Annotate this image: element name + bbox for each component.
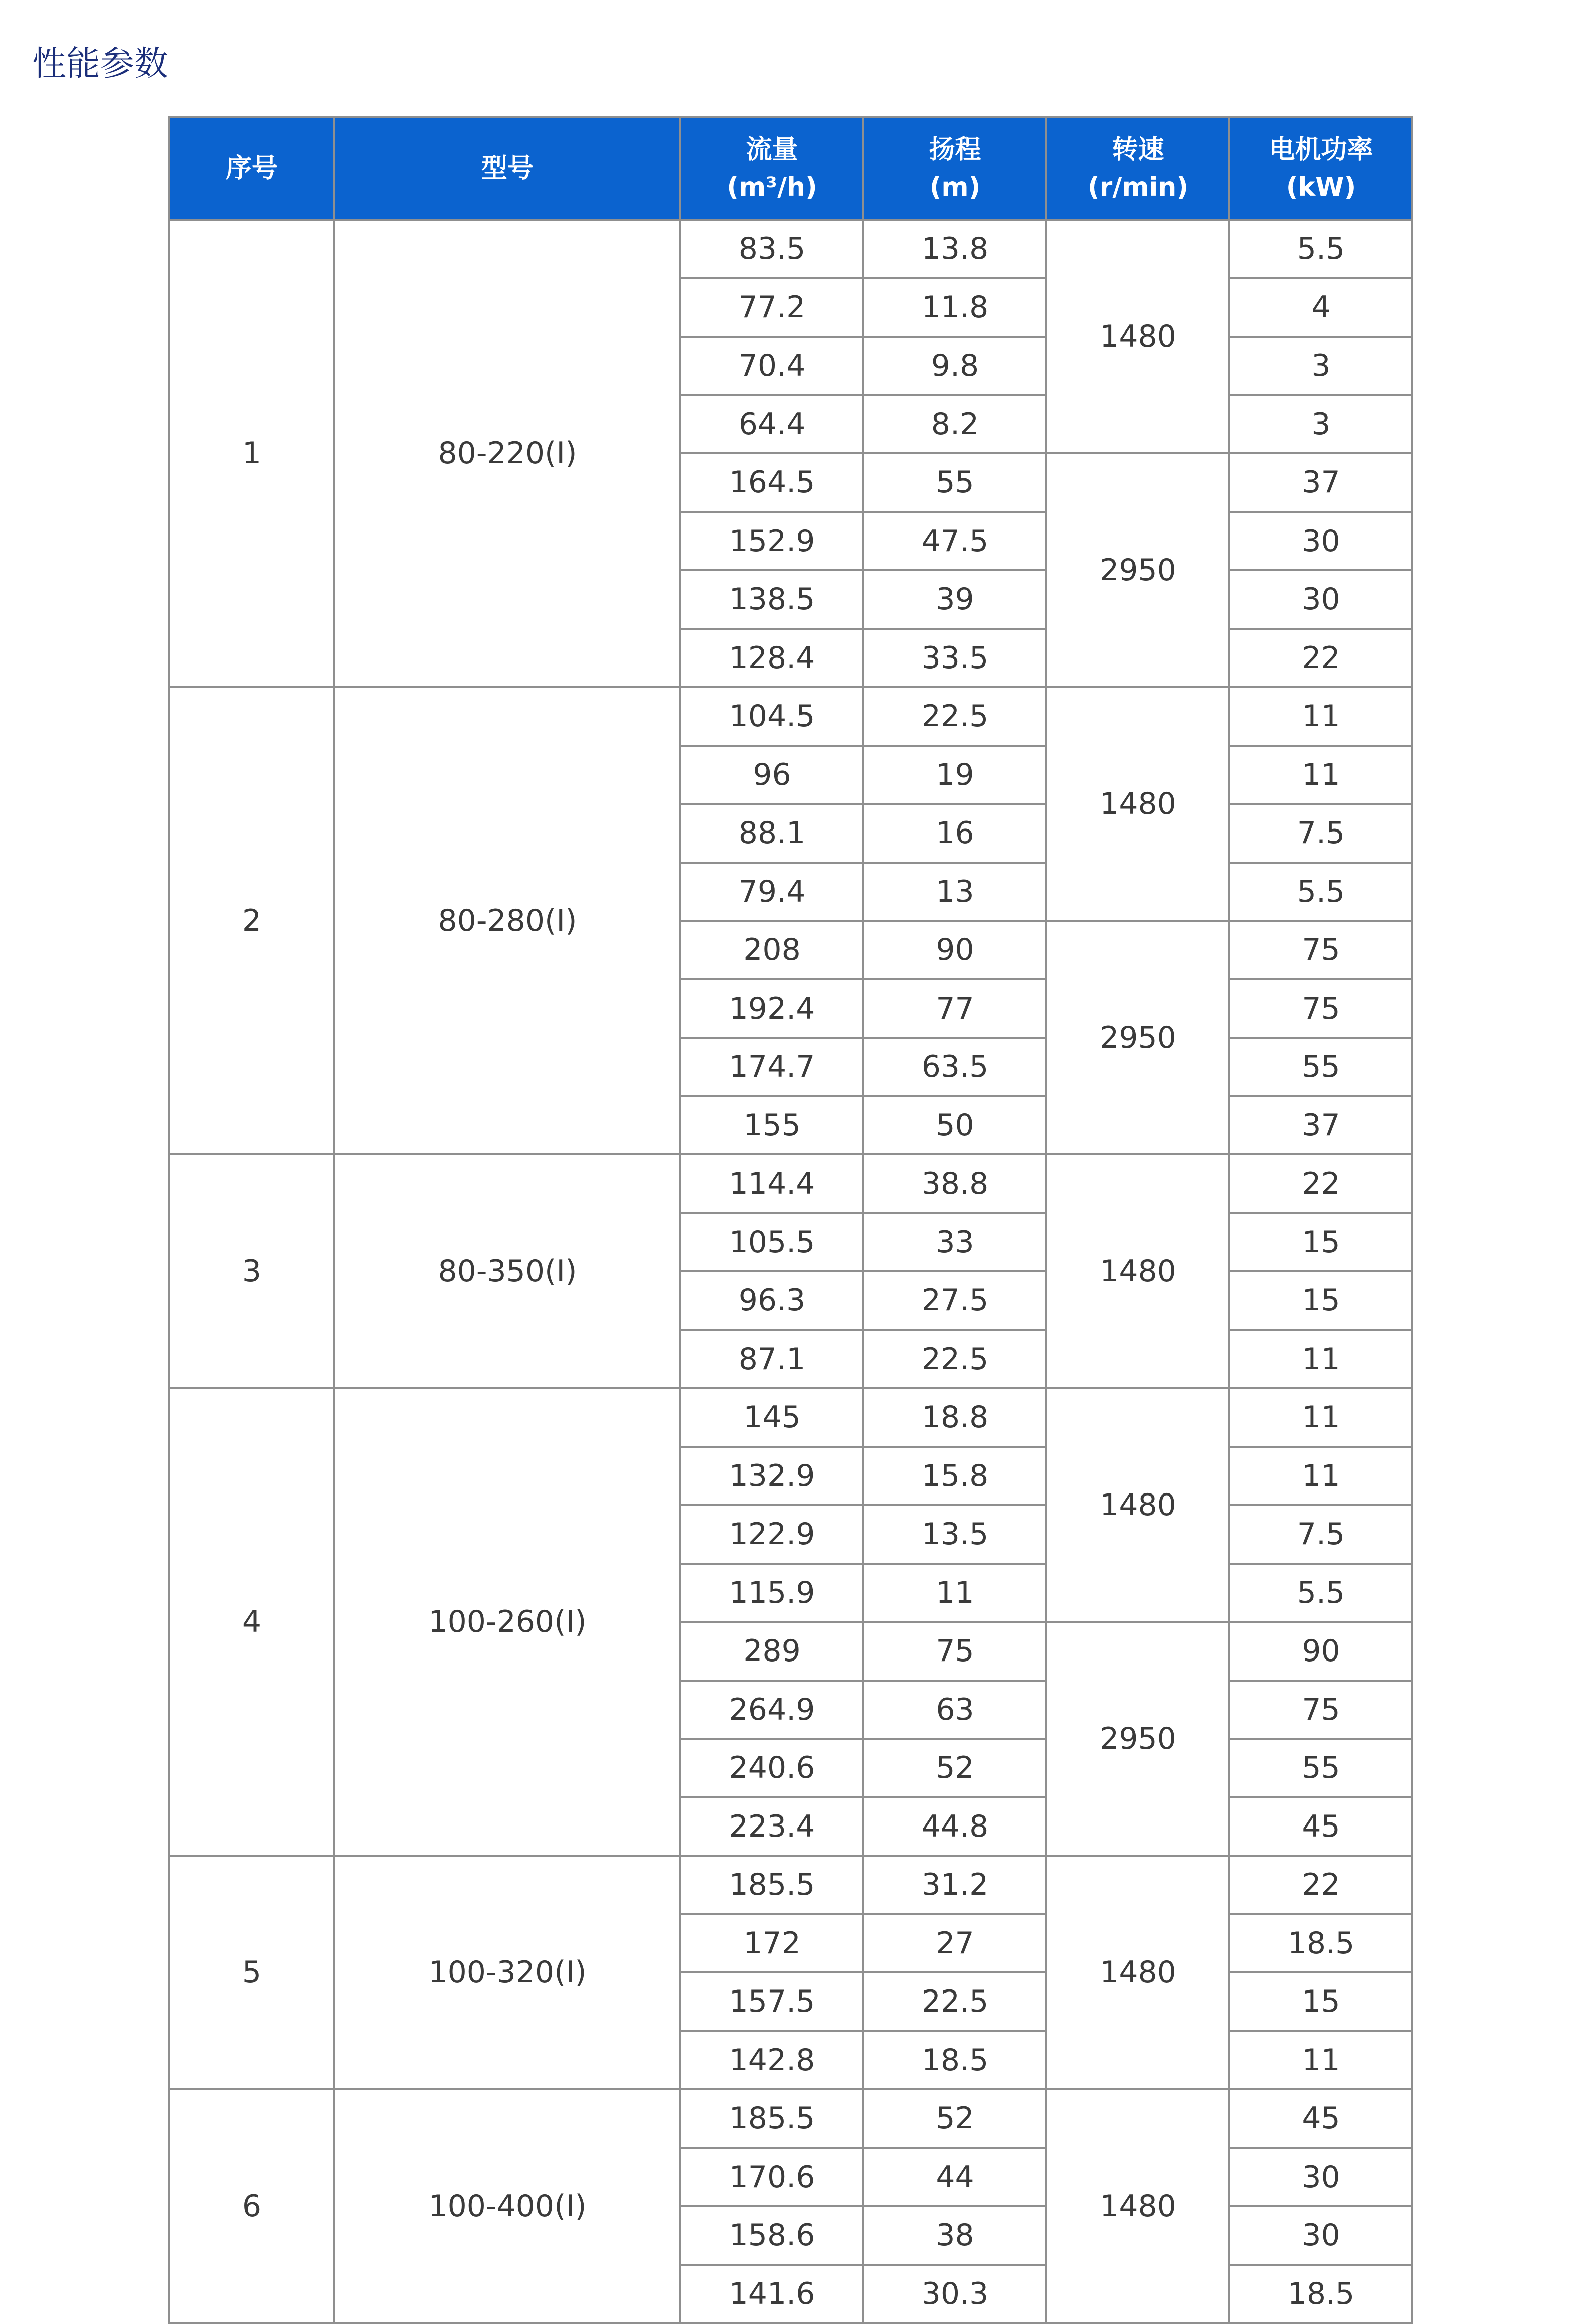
flow-cell: 142.8 [680, 2031, 863, 2090]
head-cell: 50 [863, 1096, 1046, 1155]
model-cell: 80-220(I) [334, 220, 680, 687]
motor-power-cell: 3 [1229, 395, 1412, 454]
flow-cell: 185.5 [680, 2089, 863, 2148]
model-cell: 100-400(I) [334, 2089, 680, 2323]
flow-cell: 122.9 [680, 1505, 863, 1564]
head-cell: 18.5 [863, 2031, 1046, 2090]
flow-cell: 64.4 [680, 395, 863, 454]
head-cell: 16 [863, 804, 1046, 863]
flow-cell: 152.9 [680, 512, 863, 571]
table-header-row [169, 117, 1412, 220]
flow-cell: 174.7 [680, 1038, 863, 1096]
head-cell: 47.5 [863, 512, 1046, 571]
head-cell: 11.8 [863, 278, 1046, 337]
serial-number-cell: 6 [169, 2089, 334, 2323]
flow-cell: 185.5 [680, 1856, 863, 1914]
header-head: 扬程 (m) [863, 117, 1046, 220]
flow-cell: 83.5 [680, 220, 863, 278]
motor-power-cell: 18.5 [1229, 2265, 1412, 2323]
speed-cell: 1480 [1046, 1388, 1229, 1622]
model-cell: 100-260(I) [334, 1388, 680, 1856]
table-row [169, 220, 1412, 278]
head-cell: 77 [863, 979, 1046, 1038]
flow-cell: 87.1 [680, 1330, 863, 1389]
motor-power-cell: 75 [1229, 921, 1412, 979]
flow-cell: 115.9 [680, 1564, 863, 1622]
speed-cell: 1480 [1046, 2089, 1229, 2323]
speed-cell: 2950 [1046, 1622, 1229, 1856]
motor-power-cell: 11 [1229, 687, 1412, 746]
flow-cell: 164.5 [680, 453, 863, 512]
head-cell: 9.8 [863, 337, 1046, 395]
motor-power-cell: 55 [1229, 1038, 1412, 1096]
head-cell: 52 [863, 1739, 1046, 1797]
motor-power-cell: 22 [1229, 1154, 1412, 1213]
motor-power-cell: 37 [1229, 453, 1412, 512]
flow-cell: 208 [680, 921, 863, 979]
head-cell: 18.8 [863, 1388, 1046, 1447]
motor-power-cell: 37 [1229, 1096, 1412, 1155]
flow-cell: 145 [680, 1388, 863, 1447]
head-cell: 22.5 [863, 1972, 1046, 2031]
motor-power-cell: 7.5 [1229, 804, 1412, 863]
flow-cell: 240.6 [680, 1739, 863, 1797]
flow-cell: 155 [680, 1096, 863, 1155]
head-cell: 55 [863, 453, 1046, 512]
motor-power-cell: 30 [1229, 570, 1412, 629]
motor-power-cell: 30 [1229, 2206, 1412, 2265]
motor-power-cell: 11 [1229, 1388, 1412, 1447]
motor-power-cell: 3 [1229, 337, 1412, 395]
head-cell: 13 [863, 863, 1046, 921]
speed-cell: 1480 [1046, 220, 1229, 453]
head-cell: 22.5 [863, 1330, 1046, 1389]
model-cell: 100-320(I) [334, 1856, 680, 2089]
motor-power-cell: 5.5 [1229, 220, 1412, 278]
motor-power-cell: 11 [1229, 2031, 1412, 2090]
performance-table [168, 116, 1413, 2324]
head-cell: 27.5 [863, 1271, 1046, 1330]
serial-number-cell: 3 [169, 1154, 334, 1388]
motor-power-cell: 18.5 [1229, 1914, 1412, 1973]
page-title: 性能参数 [32, 44, 169, 84]
speed-cell: 1480 [1046, 687, 1229, 921]
motor-power-cell: 11 [1229, 746, 1412, 804]
head-cell: 33 [863, 1213, 1046, 1272]
motor-power-cell: 30 [1229, 2148, 1412, 2207]
motor-power-cell: 45 [1229, 2089, 1412, 2148]
head-cell: 52 [863, 2089, 1046, 2148]
flow-cell: 138.5 [680, 570, 863, 629]
table-row [169, 2089, 1412, 2148]
header-model: 型号 [334, 117, 680, 220]
motor-power-cell: 22 [1229, 1856, 1412, 1914]
motor-power-cell: 55 [1229, 1739, 1412, 1797]
head-cell: 75 [863, 1622, 1046, 1681]
flow-cell: 172 [680, 1914, 863, 1973]
table-row [169, 1154, 1412, 1213]
flow-cell: 79.4 [680, 863, 863, 921]
motor-power-cell: 90 [1229, 1622, 1412, 1681]
flow-cell: 128.4 [680, 629, 863, 688]
header-serial-number: 序号 [169, 117, 334, 220]
speed-cell: 2950 [1046, 453, 1229, 687]
serial-number-cell: 5 [169, 1856, 334, 2089]
speed-cell: 1480 [1046, 1856, 1229, 2089]
head-cell: 39 [863, 570, 1046, 629]
motor-power-cell: 75 [1229, 1681, 1412, 1739]
motor-power-cell: 15 [1229, 1213, 1412, 1272]
speed-cell: 2950 [1046, 921, 1229, 1154]
head-cell: 13.8 [863, 220, 1046, 278]
head-cell: 44 [863, 2148, 1046, 2207]
head-cell: 63.5 [863, 1038, 1046, 1096]
flow-cell: 96 [680, 746, 863, 804]
serial-number-cell: 1 [169, 220, 334, 687]
motor-power-cell: 11 [1229, 1330, 1412, 1389]
table-row [169, 687, 1412, 746]
speed-cell: 1480 [1046, 1154, 1229, 1388]
flow-cell: 264.9 [680, 1681, 863, 1739]
motor-power-cell: 45 [1229, 1797, 1412, 1856]
motor-power-cell: 22 [1229, 629, 1412, 688]
motor-power-cell: 5.5 [1229, 1564, 1412, 1622]
head-cell: 38 [863, 2206, 1046, 2265]
flow-cell: 104.5 [680, 687, 863, 746]
flow-cell: 158.6 [680, 2206, 863, 2265]
header-flow: 流量 (m³/h) [680, 117, 863, 220]
table-row [169, 1388, 1412, 1447]
model-cell: 80-350(I) [334, 1154, 680, 1388]
flow-cell: 105.5 [680, 1213, 863, 1272]
head-cell: 38.8 [863, 1154, 1046, 1213]
motor-power-cell: 11 [1229, 1447, 1412, 1506]
head-cell: 44.8 [863, 1797, 1046, 1856]
head-cell: 63 [863, 1681, 1046, 1739]
head-cell: 31.2 [863, 1856, 1046, 1914]
head-cell: 13.5 [863, 1505, 1046, 1564]
motor-power-cell: 15 [1229, 1972, 1412, 2031]
flow-cell: 223.4 [680, 1797, 863, 1856]
head-cell: 22.5 [863, 687, 1046, 746]
head-cell: 11 [863, 1564, 1046, 1622]
flow-cell: 289 [680, 1622, 863, 1681]
flow-cell: 192.4 [680, 979, 863, 1038]
head-cell: 30.3 [863, 2265, 1046, 2323]
flow-cell: 157.5 [680, 1972, 863, 2031]
head-cell: 8.2 [863, 395, 1046, 454]
motor-power-cell: 15 [1229, 1271, 1412, 1330]
flow-cell: 141.6 [680, 2265, 863, 2323]
head-cell: 19 [863, 746, 1046, 804]
head-cell: 15.8 [863, 1447, 1046, 1506]
motor-power-cell: 30 [1229, 512, 1412, 571]
header-speed: 转速 (r/min) [1046, 117, 1229, 220]
motor-power-cell: 7.5 [1229, 1505, 1412, 1564]
model-cell: 80-280(I) [334, 687, 680, 1154]
motor-power-cell: 75 [1229, 979, 1412, 1038]
head-cell: 33.5 [863, 629, 1046, 688]
flow-cell: 88.1 [680, 804, 863, 863]
serial-number-cell: 4 [169, 1388, 334, 1856]
table-body [169, 220, 1412, 2323]
flow-cell: 70.4 [680, 337, 863, 395]
table-row [169, 1856, 1412, 1914]
head-cell: 90 [863, 921, 1046, 979]
flow-cell: 114.4 [680, 1154, 863, 1213]
motor-power-cell: 4 [1229, 278, 1412, 337]
serial-number-cell: 2 [169, 687, 334, 1154]
motor-power-cell: 5.5 [1229, 863, 1412, 921]
flow-cell: 77.2 [680, 278, 863, 337]
flow-cell: 96.3 [680, 1271, 863, 1330]
flow-cell: 132.9 [680, 1447, 863, 1506]
head-cell: 27 [863, 1914, 1046, 1973]
flow-cell: 170.6 [680, 2148, 863, 2207]
header-motor-power: 电机功率 (kW) [1229, 117, 1412, 220]
